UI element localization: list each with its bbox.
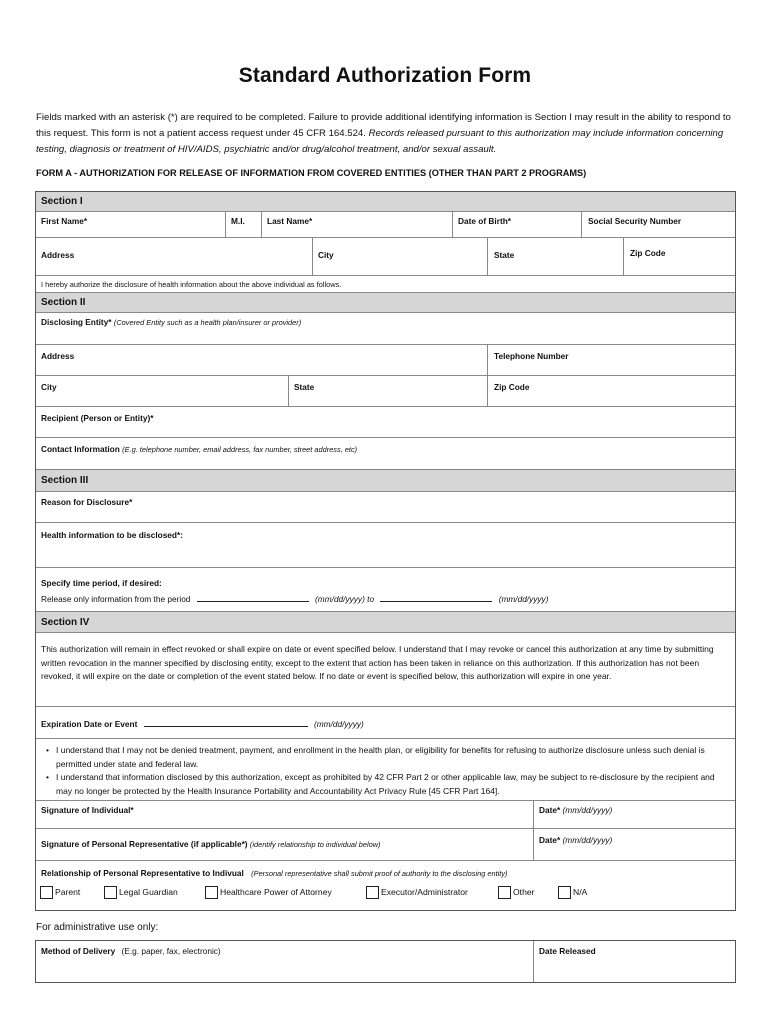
disclosing-entity-row <box>36 313 735 345</box>
checkbox[interactable] <box>40 886 53 899</box>
reason-row <box>36 492 735 523</box>
intro-text <box>36 110 736 159</box>
section-1-row-address <box>36 238 735 276</box>
checkbox[interactable] <box>104 886 117 899</box>
admin-box <box>35 940 736 983</box>
ssn-field[interactable]: Social Security Number <box>588 216 682 226</box>
signature-rep-field[interactable] <box>41 839 381 849</box>
bullet-item: • I understand that information disclosed by this authorization, except as prohibited by 42 CFR Part 2 or other applicable law, may be subject to re-disclosure by the recipient and may no longer be protected by the Health Insurance Portability and Accountability Act Privacy Rule [45 CFR Part 164]. <box>46 772 715 796</box>
signature-date-field[interactable] <box>539 805 612 815</box>
checkbox[interactable] <box>558 886 571 899</box>
section-2-row-address <box>36 345 735 376</box>
date-label-2: Date* <box>539 835 561 845</box>
time-period-row <box>36 568 735 612</box>
contact-label: Contact Information <box>41 444 120 454</box>
city-field[interactable]: City <box>318 250 334 260</box>
intro-plain: Fields marked with an asterisk (*) are required to be completed. Failure to provide additional identifying information is Section I may result in the ability to respond to this request. This form is not a patient access request under 45 CFR 164.524. <box>36 112 731 140</box>
expiration-format: (mm/dd/yyyy) <box>313 719 364 729</box>
state-field[interactable]: State <box>494 250 515 260</box>
option-parent[interactable]: Parent <box>40 886 80 899</box>
option-other[interactable]: Other <box>498 886 535 899</box>
method-delivery-field[interactable] <box>41 946 221 956</box>
signature-rep-label: Signature of Personal Representative (if applicable*) <box>41 839 248 849</box>
expiration-label: Expiration Date or Event <box>41 719 138 729</box>
revocation-row <box>36 633 735 707</box>
authorize-text: I hereby authorize the disclosure of health information about the above individual as follows. <box>41 280 342 289</box>
bullet-dot: • <box>46 745 49 755</box>
contact-row <box>36 438 735 470</box>
time-period-label: Specify time period, if desired: <box>41 578 162 588</box>
revocation-paragraph: This authorization will remain in effect revoked or shall expire on date or event specified below. I understand that I may revoke or cancel this authorization at any time by submitting written revocation in the manner specified by disclosing entity, except to the extent that action has been taken in reliance on this authorization. If this authorization has not been revoked, it will expire on the date or completion of the event stated below. If no date or event is specified below, this authorization will expire in one year. <box>41 644 714 682</box>
period-start-input[interactable] <box>197 593 309 602</box>
method-delivery-label: Method of Delivery <box>41 946 116 956</box>
bullet-item: • I understand that I may not be denied treatment, payment, and enrollment in the health plan, or eligibility for benefits for refusing to authorize disclosure unless such denial is permitted under state and federal law. <box>46 745 705 769</box>
expiration-row <box>36 707 735 739</box>
entity-address-field[interactable]: Address <box>41 351 75 361</box>
entity-city-field[interactable]: City <box>41 382 57 392</box>
entity-zip-field[interactable]: Zip Code <box>494 382 530 392</box>
last-name-field[interactable]: Last Name* <box>267 216 313 226</box>
signature-individual-row <box>36 800 735 829</box>
relationship-line <box>41 868 508 878</box>
page-title: Standard Authorization Form <box>238 64 532 87</box>
section-4-header: Section IV <box>36 612 735 633</box>
date-format-1: (mm/dd/yyyy) to <box>315 594 375 604</box>
health-info-field[interactable]: Health information to be disclosed*: <box>41 530 183 540</box>
section-1-header: Section I <box>36 192 735 212</box>
section-3-header: Section III <box>36 470 735 492</box>
intro-italic: Records released pursuant to this authorization may include information concerning testing, diagnosis or treatment of HIV/AIDS, psychiatric and/or drug/alcohol treatment, and/or sexual assault. <box>36 128 724 156</box>
option-na[interactable]: N/A <box>558 886 587 899</box>
expiration-line <box>41 718 364 729</box>
rep-date-field[interactable] <box>539 835 612 845</box>
relationship-note: (Personal representative shall submit proof of authority to the disclosing entity) <box>251 869 508 878</box>
first-name-field[interactable]: First Name* <box>41 216 88 226</box>
period-end-input[interactable] <box>380 593 492 602</box>
entity-state-field[interactable]: State <box>294 382 315 392</box>
checkbox[interactable] <box>205 886 218 899</box>
release-period-line <box>41 593 548 604</box>
dob-field[interactable]: Date of Birth* <box>458 216 512 226</box>
reason-field[interactable]: Reason for Disclosure* <box>41 497 133 507</box>
method-delivery-note: (E.g. paper, fax, electronic) <box>121 946 221 956</box>
checkbox[interactable] <box>498 886 511 899</box>
checkbox[interactable] <box>366 886 379 899</box>
section-2-row-city <box>36 376 735 407</box>
date-released-field[interactable]: Date Released <box>539 946 596 956</box>
date-format-b: (mm/dd/yyyy) <box>562 835 613 845</box>
contact-note: (E.g. telephone number, email address, fax number, street address, etc) <box>122 445 358 454</box>
acknowledgements <box>36 739 735 800</box>
authorize-row <box>36 276 735 293</box>
disclosing-entity-field[interactable] <box>41 317 301 327</box>
date-format-2: (mm/dd/yyyy) <box>498 594 549 604</box>
admin-label: For administrative use only: <box>36 922 159 933</box>
signature-individual-field[interactable]: Signature of Individual* <box>41 805 134 815</box>
release-only-label: Release only information from the period <box>41 594 191 604</box>
recipient-field[interactable]: Recipient (Person or Entity)* <box>41 413 154 423</box>
disclosing-entity-label: Disclosing Entity* <box>41 317 112 327</box>
zip-field[interactable]: Zip Code <box>630 248 666 258</box>
mi-field[interactable]: M.I. <box>231 216 245 226</box>
section-2-header: Section II <box>36 293 735 313</box>
address-field[interactable]: Address <box>41 250 75 260</box>
date-label-1: Date* <box>539 805 561 815</box>
date-format-a: (mm/dd/yyyy) <box>562 805 613 815</box>
recipient-row <box>36 407 735 438</box>
option-executor[interactable]: Executor/Administrator <box>366 886 468 899</box>
relationship-label: Relationship of Personal Representative to Indivual <box>41 868 244 878</box>
disclosing-entity-note: (Covered Entity such as a health plan/insurer or provider) <box>113 318 302 327</box>
section-1-row-name <box>36 212 735 238</box>
telephone-field[interactable]: Telephone Number <box>494 351 569 361</box>
bullet-dot: • <box>46 772 49 782</box>
form-a-heading: FORM A - AUTHORIZATION FOR RELEASE OF INFORMATION FROM COVERED ENTITIES (OTHER THAN PART 2 PROGRAMS) <box>36 168 587 178</box>
option-legal-guardian[interactable]: Legal Guardian <box>104 886 178 899</box>
signature-rep-note: (identify relationship to individual below) <box>249 840 381 849</box>
expiration-input[interactable] <box>144 718 308 727</box>
contact-field[interactable] <box>41 444 357 454</box>
health-info-row <box>36 523 735 568</box>
signature-rep-row <box>36 829 735 861</box>
option-healthcare-poa[interactable]: Healthcare Power of Attorney <box>205 886 332 899</box>
authorization-form <box>35 191 736 911</box>
